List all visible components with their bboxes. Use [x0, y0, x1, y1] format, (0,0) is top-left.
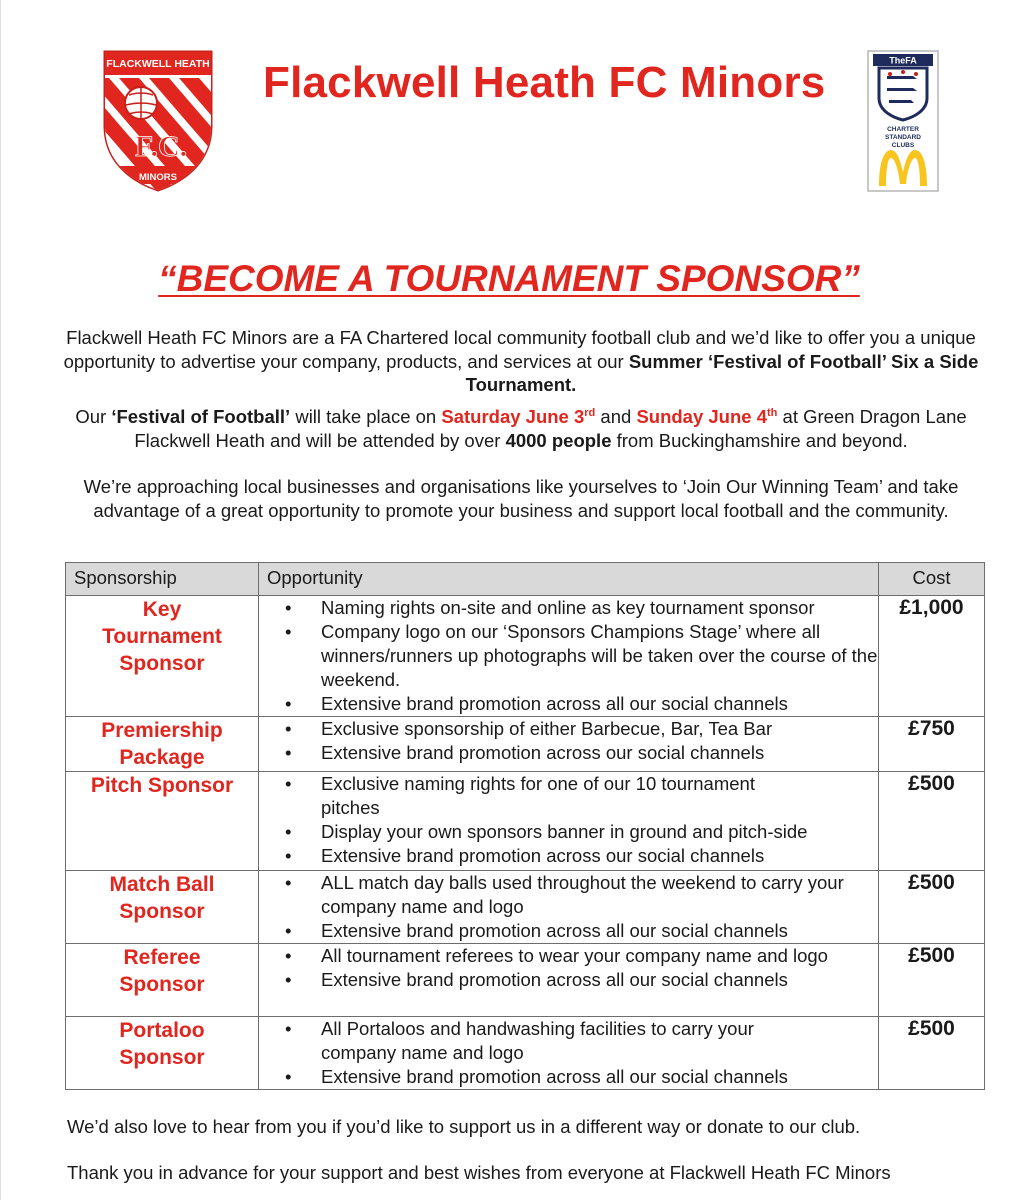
sponsor-name: Premiership Package	[66, 717, 259, 772]
table-row	[66, 772, 985, 871]
sponsor-name: Portaloo Sponsor	[66, 1017, 259, 1090]
list-item: • Exclusive sponsorship of either Barbecue, Bar, Tea Bar	[321, 717, 878, 741]
opportunity-cell	[259, 772, 879, 871]
table-row	[66, 717, 985, 772]
cost-value: £1,000	[879, 596, 985, 717]
opportunity-cell	[259, 596, 879, 717]
sponsor-name: Referee Sponsor	[66, 944, 259, 1017]
cost-value: £500	[879, 1017, 985, 1090]
festival-name: ‘Festival of Football’	[111, 406, 291, 427]
date-sunday: Sunday June 4th	[636, 406, 778, 427]
club-crest-logo	[99, 48, 217, 194]
fa-sub1-text: CHARTER	[887, 126, 919, 133]
table-row	[66, 871, 985, 944]
attendance-count: 4000 people	[505, 429, 612, 451]
intro-p2-c: will take place on	[290, 406, 442, 427]
sponsor-name: Key Tournament Sponsor	[66, 596, 259, 717]
list-item: • All tournament referees to wear your company name and logo	[321, 944, 878, 968]
table-header-row	[66, 563, 985, 596]
footer-line-2: Thank you in advance for your support and best wishes from everyone at Flackwell Heath FC Minors	[67, 1162, 891, 1183]
sponsorship-table	[65, 562, 985, 1090]
intro-p1-text: Flackwell Heath FC Minors are a FA Chartered local community football club and we’d like to offer you a unique opportunity to advertise your company, products, and services at our	[63, 327, 976, 372]
list-item: • Extensive brand promotion across all our social channels	[321, 1065, 878, 1089]
footer-line-1: We’d also love to hear from you if you’d like to support us in a different way or donate to our club.	[67, 1116, 861, 1137]
list-item: • ALL match day balls used throughout the weekend to carry your company name and logo	[321, 871, 878, 919]
opportunity-cell	[259, 717, 879, 772]
list-item: • Company logo on our ‘Sponsors Champions Stage’ where all winners/runners up photographs will be taken over the course of the weekend.	[321, 620, 878, 692]
table-row	[66, 596, 985, 717]
heading-text: “BECOME A TOURNAMENT SPONSOR”	[158, 258, 860, 299]
crest-bottom-text: MINORS	[139, 172, 177, 183]
opportunity-cell	[259, 871, 879, 944]
list-item: • Extensive brand promotion across all our social channels	[321, 692, 878, 716]
opportunity-cell	[259, 1017, 879, 1090]
fa-sub2-text: STANDARD	[885, 134, 921, 141]
intro-paragraph-3: We’re approaching local businesses and organisations like yourselves to ‘Join Our Winning Team’ and take advantage of a great opportunity to promote your business and support local football and the community.	[83, 476, 959, 521]
header-cost: Cost	[879, 563, 985, 596]
list-item: • Display your own sponsors banner in ground and pitch-side	[321, 820, 878, 844]
fa-charter-standard-badge	[867, 50, 939, 192]
intro-p2-i: from Buckinghamshire and beyond.	[611, 429, 908, 451]
intro-p2-e: and	[595, 406, 637, 427]
intro-paragraph-1	[61, 326, 981, 397]
cost-value: £750	[879, 717, 985, 772]
list-item: • Extensive brand promotion across all our social channels	[321, 919, 878, 943]
fa-sub3-text: CLUBS	[891, 142, 915, 149]
opportunity-cell	[259, 944, 879, 1017]
list-item: • Extensive brand promotion across our social channels	[321, 844, 878, 868]
sponsor-name: Pitch Sponsor	[66, 772, 259, 871]
table-row	[66, 944, 985, 1017]
fa-text: TheFA	[889, 55, 917, 66]
list-item: • Naming rights on-site and online as key tournament sponsor	[321, 596, 878, 620]
intro-p1-bold: Summer ‘Festival of Football’ Six a Side Tournament.	[465, 350, 979, 395]
cost-value: £500	[879, 944, 985, 1017]
sponsor-name: Match Ball Sponsor	[66, 871, 259, 944]
list-item: • Exclusive naming rights for one of our 10 tournament pitches	[321, 772, 878, 820]
list-item: • Extensive brand promotion across our social channels	[321, 741, 878, 765]
intro-p2-g: at Green Dragon Lane Flackwell Heath and will be attended by over	[134, 406, 967, 451]
header-sponsorship: Sponsorship	[66, 563, 259, 596]
list-item: • All Portaloos and handwashing facilities to carry your company name and logo	[321, 1017, 878, 1065]
cost-value: £500	[879, 871, 985, 944]
date-saturday: Saturday June 3rd	[441, 406, 596, 427]
list-item: • Extensive brand promotion across all our social channels	[321, 968, 878, 992]
table-row	[66, 1017, 985, 1090]
intro-paragraph-2	[61, 405, 981, 452]
crest-top-text: FLACKWELL HEATH	[106, 58, 210, 70]
header-opportunity: Opportunity	[259, 563, 879, 596]
cost-value: £500	[879, 772, 985, 871]
page-heading	[1, 258, 1016, 300]
crest-fc-text: F.C.	[134, 130, 188, 163]
club-title: Flackwell Heath FC Minors	[263, 58, 826, 107]
intro-p2-a: Our	[75, 406, 112, 427]
